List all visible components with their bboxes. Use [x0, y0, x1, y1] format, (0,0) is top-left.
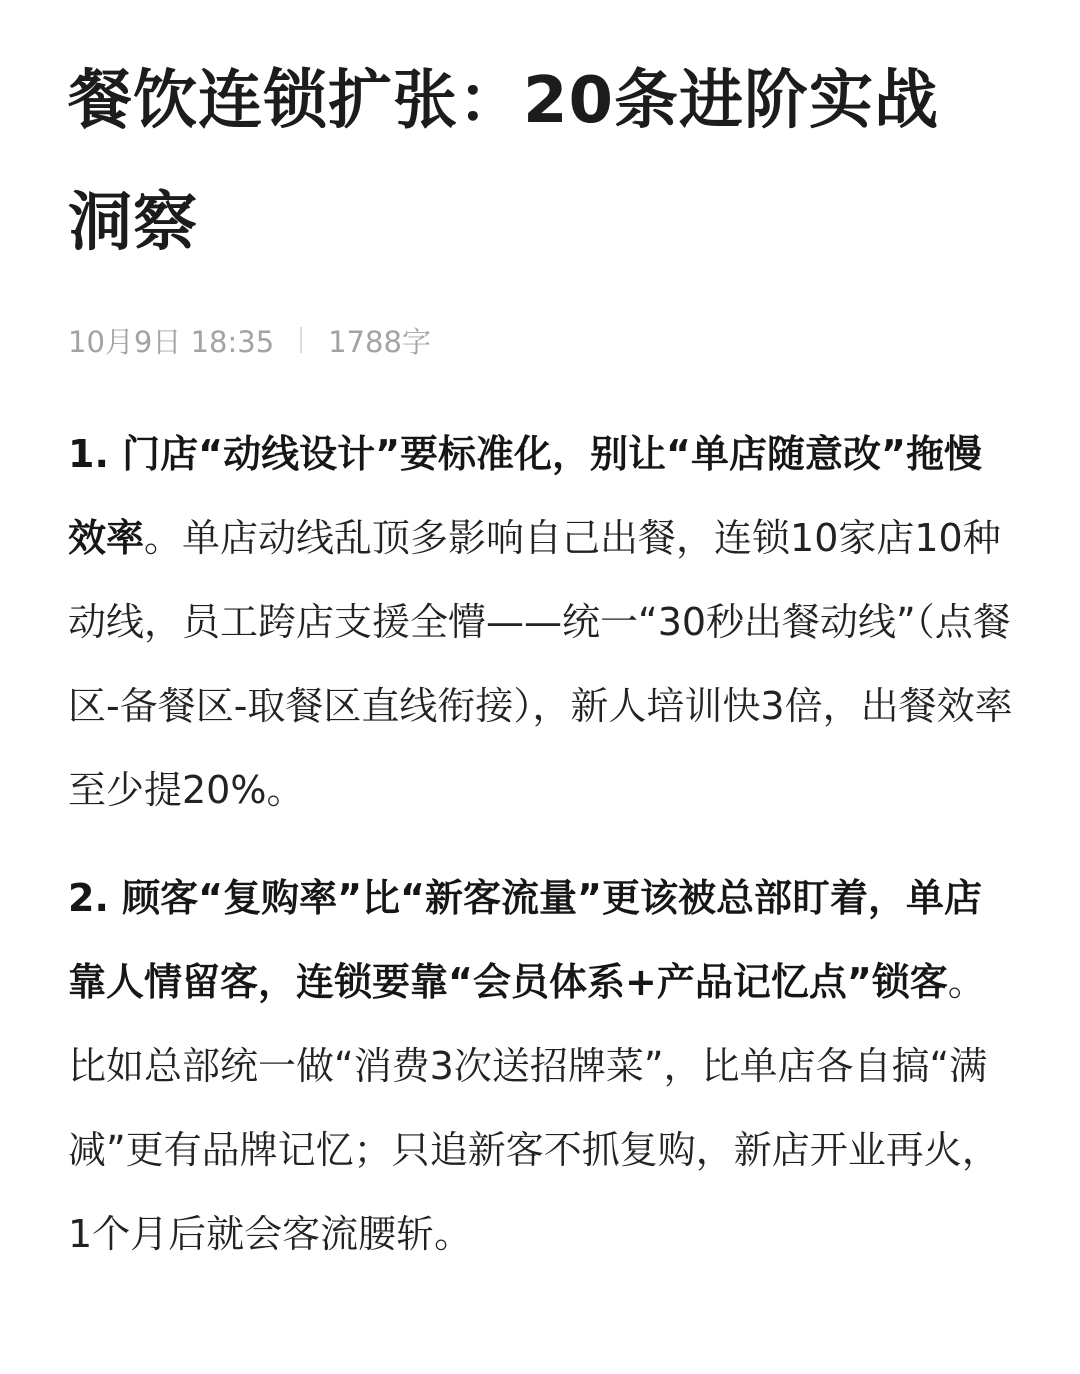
section-lead-2: 2. 顾客“复购率”比“新客流量”更该被总部盯着，单店靠人情留客，连锁要靠“会员体系+产品记忆点”锁客	[68, 876, 983, 1004]
meta-divider	[300, 327, 302, 353]
publish-date: 10月9日 18:35	[68, 324, 275, 359]
section-body-2: 。比如总部统一做“消费3次送招牌菜”，比单店各自搞“满减”更有品牌记忆；只追新客不抓复购，新店开业再火，1个月后就会客流腰斩。	[68, 960, 1000, 1256]
section-body-1: 。单店动线乱顶多影响自己出餐，连锁10家店10种动线，员工跨店支援全懵——统一“30秒出餐动线”（点餐区-备餐区-取餐区直线衔接），新人培训快3倍，出餐效率至少提20%。	[68, 516, 1013, 812]
article-meta	[68, 320, 1012, 360]
article-title: 餐饮连锁扩张：20条进阶实战洞察	[68, 64, 940, 260]
section-paragraph-1	[68, 412, 1018, 832]
word-count: 1788字	[328, 324, 431, 359]
section-lead-1: 1. 门店“动线设计”要标准化，别让“单店随意改”拖慢效率	[68, 432, 983, 560]
section-paragraph-2	[68, 856, 1018, 1276]
